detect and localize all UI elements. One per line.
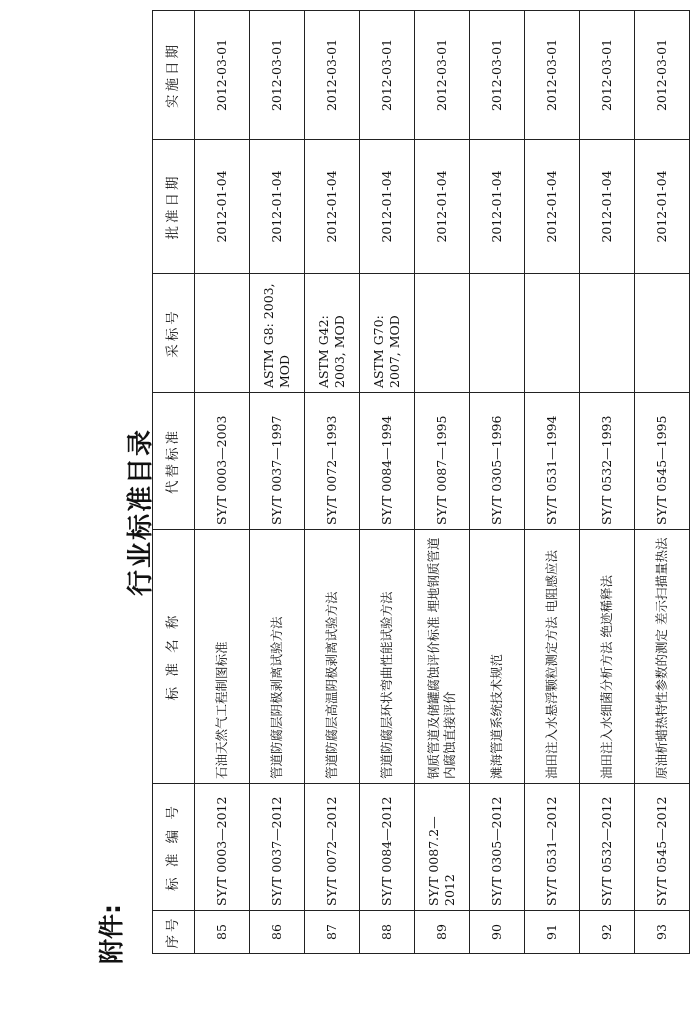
header-approved: 批准日期 (153, 140, 195, 274)
table-header-row (153, 11, 195, 954)
cell-replaces: SY/T 0532—1993 (580, 393, 635, 530)
table-row (580, 11, 635, 954)
cell-replaces: SY/T 0305—1996 (470, 393, 525, 530)
cell-code: SY/T 0003—2012 (195, 784, 250, 911)
cell-adopted (525, 274, 580, 393)
cell-adopted (635, 274, 690, 393)
table-row (415, 11, 470, 954)
cell-code: SY/T 0084—2012 (360, 784, 415, 911)
table-row (195, 11, 250, 954)
cell-replaces: SY/T 0545—1995 (635, 393, 690, 530)
cell-approved: 2012-01-04 (305, 140, 360, 274)
cell-replaces: SY/T 0072—1993 (305, 393, 360, 530)
cell-code: SY/T 0531—2012 (525, 784, 580, 911)
cell-effective: 2012-03-01 (525, 11, 580, 140)
cell-code: SY/T 0087.2—2012 (415, 784, 470, 911)
cell-effective: 2012-03-01 (580, 11, 635, 140)
cell-name: 滩海管道系统技术规范 (470, 530, 525, 784)
cell-effective: 2012-03-01 (360, 11, 415, 140)
cell-approved: 2012-01-04 (580, 140, 635, 274)
cell-name: 管道防腐层环状弯曲性能试验方法 (360, 530, 415, 784)
cell-code: SY/T 0072—2012 (305, 784, 360, 911)
page-title: 行业标准目录 (126, 428, 156, 597)
cell-no: 92 (580, 911, 635, 954)
cell-replaces: SY/T 0037—1997 (250, 393, 305, 530)
cell-adopted (415, 274, 470, 393)
table-row (525, 11, 580, 954)
cell-replaces: SY/T 0003—2003 (195, 393, 250, 530)
cell-adopted: ASTM G70: 2007, MOD (360, 274, 415, 393)
cell-code: SY/T 0305—2012 (470, 784, 525, 911)
cell-approved: 2012-01-04 (525, 140, 580, 274)
cell-no: 93 (635, 911, 690, 954)
cell-approved: 2012-01-04 (360, 140, 415, 274)
cell-adopted (470, 274, 525, 393)
cell-no: 88 (360, 911, 415, 954)
table-row (250, 11, 305, 954)
attachment-label: 附件: (97, 904, 126, 964)
cell-replaces: SY/T 0084—1994 (360, 393, 415, 530)
cell-code: SY/T 0037—2012 (250, 784, 305, 911)
header-code: 标 准 编 号 (153, 784, 195, 911)
cell-approved: 2012-01-04 (195, 140, 250, 274)
cell-no: 89 (415, 911, 470, 954)
cell-name: 原油析蜡热特性参数的测定 差示扫描量热法 (635, 530, 690, 784)
cell-name: 钢质管道及储罐腐蚀评价标准 埋地钢质管道内腐蚀直接评价 (415, 530, 470, 784)
cell-no: 91 (525, 911, 580, 954)
table-row (360, 11, 415, 954)
header-effective: 实施日期 (153, 11, 195, 140)
cell-no: 87 (305, 911, 360, 954)
cell-name: 油田注入水悬浮颗粒测定方法 电阻感应法 (525, 530, 580, 784)
cell-replaces: SY/T 0087—1995 (415, 393, 470, 530)
cell-effective: 2012-03-01 (470, 11, 525, 140)
cell-no: 86 (250, 911, 305, 954)
cell-effective: 2012-03-01 (635, 11, 690, 140)
cell-name: 管道防腐层阴极剥离试验方法 (250, 530, 305, 784)
cell-adopted: ASTM G42: 2003, MOD (305, 274, 360, 393)
table-row (305, 11, 360, 954)
header-name: 标 准 名 称 (153, 530, 195, 784)
table-row (470, 11, 525, 954)
cell-replaces: SY/T 0531—1994 (525, 393, 580, 530)
cell-approved: 2012-01-04 (470, 140, 525, 274)
cell-name: 石油天然气工程制图标准 (195, 530, 250, 784)
cell-adopted: ASTM G8: 2003, MOD (250, 274, 305, 393)
cell-no: 90 (470, 911, 525, 954)
header-adopted: 采标号 (153, 274, 195, 393)
cell-name: 油田注入水细菌分析方法 绝迹稀释法 (580, 530, 635, 784)
table-row (635, 11, 690, 954)
cell-approved: 2012-01-04 (250, 140, 305, 274)
standards-table (152, 10, 690, 954)
cell-no: 85 (195, 911, 250, 954)
cell-adopted (580, 274, 635, 393)
cell-effective: 2012-03-01 (415, 11, 470, 140)
cell-code: SY/T 0532—2012 (580, 784, 635, 911)
cell-code: SY/T 0545—2012 (635, 784, 690, 911)
cell-effective: 2012-03-01 (250, 11, 305, 140)
header-replaces: 代替标准 (153, 393, 195, 530)
cell-name: 管道防腐层高温阴极剥离试验方法 (305, 530, 360, 784)
cell-adopted (195, 274, 250, 393)
cell-effective: 2012-03-01 (195, 11, 250, 140)
cell-approved: 2012-01-04 (635, 140, 690, 274)
cell-approved: 2012-01-04 (415, 140, 470, 274)
header-no: 序号 (153, 911, 195, 954)
cell-effective: 2012-03-01 (305, 11, 360, 140)
